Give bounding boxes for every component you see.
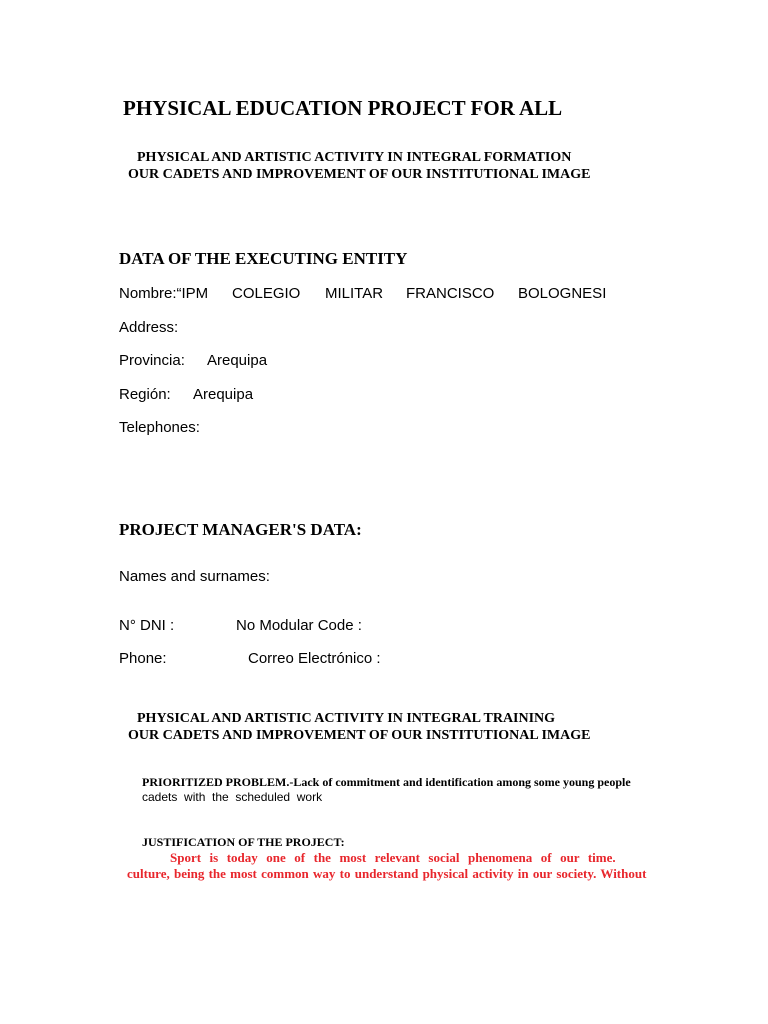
- project-manager-heading: PROJECT MANAGER'S DATA:: [119, 520, 362, 539]
- phone-label: Phone:: [119, 650, 167, 667]
- provincia-label: Provincia:: [119, 352, 185, 369]
- subtitle-2-line-2: OUR CADETS AND IMPROVEMENT OF OUR INSTITUTIONAL IMAGE: [128, 728, 591, 743]
- modular-code-label: No Modular Code :: [236, 617, 362, 634]
- subtitle-line-1: PHYSICAL AND ARTISTIC ACTIVITY IN INTEGRAL FORMATION: [137, 150, 572, 165]
- email-label: Correo Electrónico :: [248, 650, 381, 667]
- subtitle-2-line-1: PHYSICAL AND ARTISTIC ACTIVITY IN INTEGRAL TRAINING: [137, 711, 556, 726]
- names-label: Names and surnames:: [119, 568, 270, 585]
- justification-line-1: Sport is today one of the most relevant social phenomena of our time.: [170, 850, 616, 865]
- region-label: Región:: [119, 386, 171, 403]
- region-value: Arequipa: [193, 386, 254, 403]
- prioritized-problem-continuation: cadets with the scheduled work: [142, 790, 323, 804]
- subtitle-line-2: OUR CADETS AND IMPROVEMENT OF OUR INSTITUTIONAL IMAGE: [128, 167, 591, 182]
- dni-label: N° DNI :: [119, 617, 175, 634]
- nombre-label: Nombre:“IPM: [119, 285, 209, 302]
- document-title: PHYSICAL EDUCATION PROJECT FOR ALL: [123, 96, 563, 120]
- justification-line-2: culture, being the most common way to understand physical activity in our society. Without: [127, 866, 647, 881]
- provincia-value: Arequipa: [207, 352, 268, 369]
- address-label: Address:: [119, 319, 179, 336]
- nombre-word-3: FRANCISCO: [406, 285, 495, 302]
- justification-label: JUSTIFICATION OF THE PROJECT:: [142, 835, 345, 849]
- prioritized-problem: PRIORITIZED PROBLEM.-Lack of commitment and identification among some young people: [142, 775, 631, 789]
- nombre-word-1: COLEGIO: [232, 285, 301, 302]
- executing-entity-heading: DATA OF THE EXECUTING ENTITY: [119, 249, 408, 268]
- telephones-label: Telephones:: [119, 419, 200, 436]
- nombre-word-2: MILITAR: [325, 285, 384, 302]
- nombre-word-4: BOLOGNESI: [518, 285, 607, 302]
